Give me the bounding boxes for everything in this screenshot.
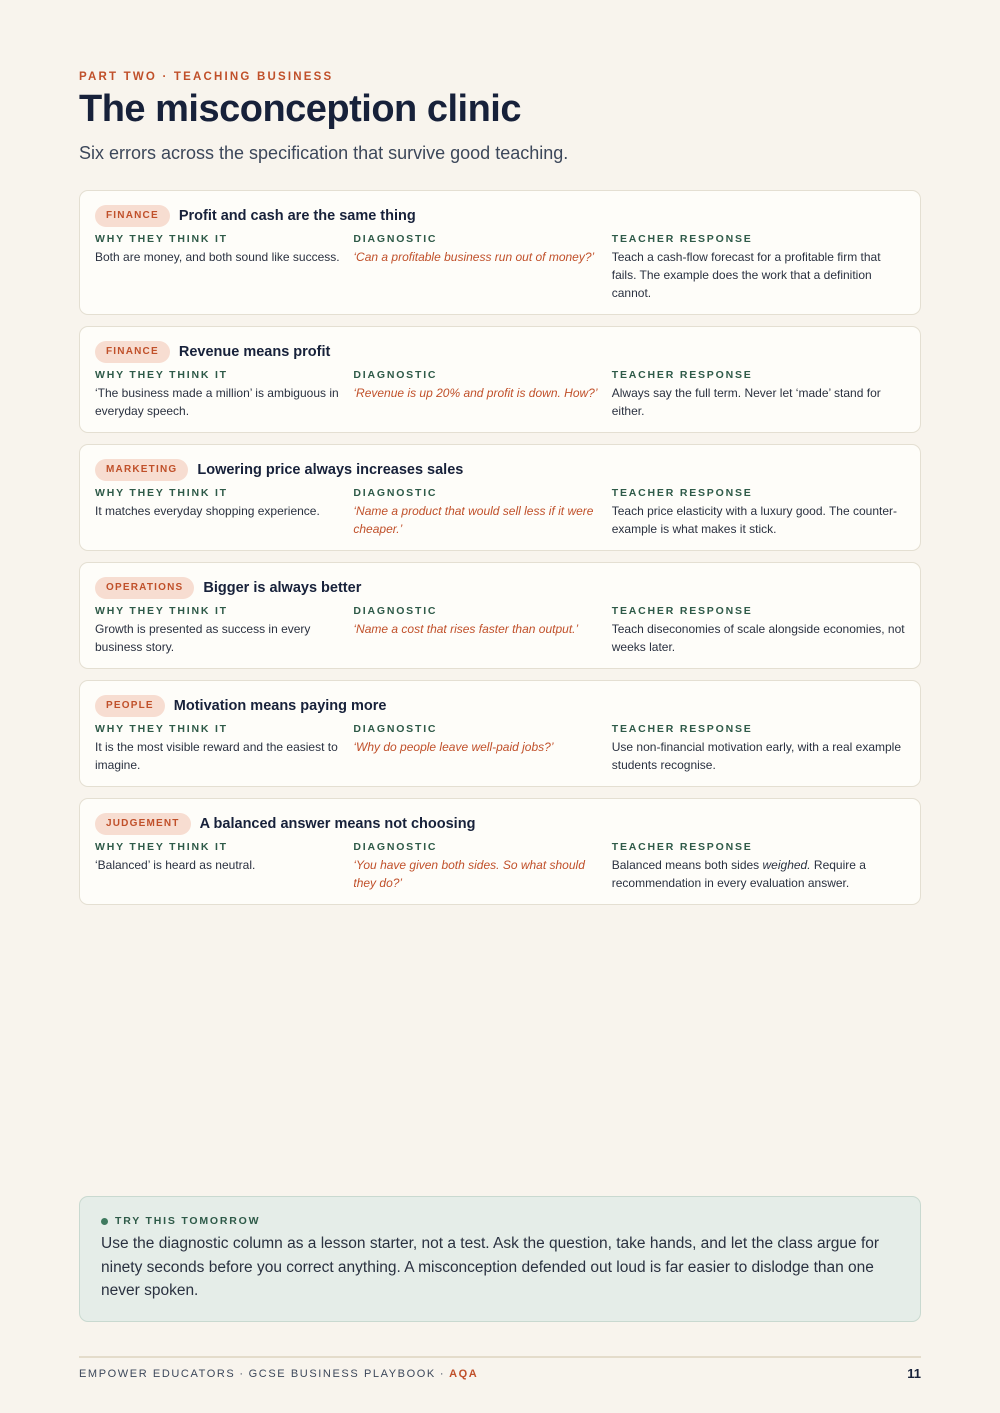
topic-tag: PEOPLE [95, 695, 165, 717]
footer-book: GCSE BUSINESS PLAYBOOK [248, 1367, 436, 1380]
misconception-list [79, 190, 921, 916]
diagnostic-label: DIAGNOSTIC [353, 605, 438, 617]
misconception-card [79, 326, 921, 433]
diagnostic-question: ‘You have given both sides. So what should they do?’ [353, 858, 585, 890]
topic-tag: FINANCE [95, 341, 170, 363]
misconception-card [79, 444, 921, 551]
why-label: WHY THEY THINK IT [95, 841, 228, 853]
response-label: TEACHER RESPONSE [611, 723, 753, 735]
misconception-card [79, 798, 921, 905]
response-text: Teach a cash-flow forecast for a profitable firm that fails. The example does the work that a definition cannot. [611, 250, 881, 300]
diagnostic-question: ‘Revenue is up 20% and profit is down. How?’ [353, 386, 598, 400]
page-subtitle: Six errors across the specification that survive good teaching. [79, 143, 569, 163]
response-text-end: Require a recommendation in every evaluation answer. [611, 858, 866, 890]
misconception-card [79, 680, 921, 787]
footer-org: EMPOWER EDUCATORS [79, 1367, 236, 1380]
diagnostic-question: ‘Why do people leave well-paid jobs?’ [353, 740, 554, 754]
diagnostic-label: DIAGNOSTIC [353, 369, 438, 381]
diagnostic-question: ‘Name a product that would sell less if it were cheaper.’ [353, 504, 594, 536]
response-text: Teach diseconomies of scale alongside economies, not weeks later. [611, 622, 905, 654]
page-footer [79, 1366, 921, 1381]
misconception-title: Lowering price always increases sales [197, 462, 464, 478]
response-emphasis: weighed. [762, 858, 811, 872]
misconception-title: Bigger is always better [203, 580, 362, 596]
why-label: WHY THEY THINK IT [95, 233, 228, 245]
response-text: Teach price elasticity with a luxury good. The counter-example is what makes it stick. [611, 504, 898, 536]
footer-separator: · [239, 1367, 245, 1380]
response-text: Use non-financial motivation early, with a real example students recognise. [611, 740, 901, 772]
why-text: Both are money, and both sound like success. [95, 250, 340, 264]
misconception-title: A balanced answer means not choosing [199, 816, 476, 832]
why-text: ‘The business made a million’ is ambiguous in everyday speech. [95, 386, 339, 418]
topic-tag: JUDGEMENT [95, 813, 191, 835]
page-number: 11 [907, 1366, 921, 1381]
diagnostic-question: ‘Can a profitable business run out of money?’ [353, 250, 595, 264]
why-text: It is the most visible reward and the easiest to imagine. [95, 740, 338, 772]
topic-tag: MARKETING [95, 459, 188, 481]
footer-exam-board: AQA [449, 1367, 479, 1380]
response-label: TEACHER RESPONSE [611, 605, 753, 617]
why-text: It matches everyday shopping experience. [95, 504, 320, 518]
footer-separator: · [439, 1367, 446, 1380]
diagnostic-label: DIAGNOSTIC [353, 841, 438, 853]
footer-divider [79, 1356, 921, 1358]
diagnostic-label: DIAGNOSTIC [353, 233, 438, 245]
why-label: WHY THEY THINK IT [95, 605, 228, 617]
response-label: TEACHER RESPONSE [611, 233, 753, 245]
response-label: TEACHER RESPONSE [611, 841, 753, 853]
misconception-title: Motivation means paying more [173, 698, 387, 714]
response-text: Always say the full term. Never let ‘made’ stand for either. [611, 386, 881, 418]
misconception-title: Revenue means profit [178, 344, 331, 360]
diagnostic-label: DIAGNOSTIC [353, 723, 438, 735]
try-this-tomorrow-callout [79, 1196, 921, 1322]
diagnostic-label: DIAGNOSTIC [353, 487, 438, 499]
bullet-dot-icon [101, 1218, 108, 1225]
response-label: TEACHER RESPONSE [611, 487, 753, 499]
response-text-start: Balanced means both sides [611, 858, 763, 872]
response-text [612, 856, 905, 892]
misconception-card [79, 562, 921, 669]
section-kicker: PART TWO · TEACHING BUSINESS [79, 71, 334, 83]
page [79, 0, 921, 1413]
misconception-card [79, 190, 921, 315]
diagnostic-question: ‘Name a cost that rises faster than output.’ [353, 622, 579, 636]
response-label: TEACHER RESPONSE [611, 369, 753, 381]
why-text: ‘Balanced’ is heard as neutral. [95, 858, 256, 872]
why-text: Growth is presented as success in every business story. [95, 622, 311, 654]
callout-text: Use the diagnostic column as a lesson starter, not a test. Ask the question, take hands, and let the class argue for ninety seconds before you correct anything. A misconception defended out loud is far easier to dislodge than one never spoken. [101, 1235, 880, 1299]
why-label: WHY THEY THINK IT [95, 723, 228, 735]
why-label: WHY THEY THINK IT [95, 487, 228, 499]
page-title: The misconception clinic [79, 88, 521, 130]
misconception-title: Profit and cash are the same thing [178, 208, 416, 224]
topic-tag: OPERATIONS [95, 577, 194, 599]
why-label: WHY THEY THINK IT [95, 369, 228, 381]
footer-credits [79, 1368, 478, 1380]
callout-label: TRY THIS TOMORROW [115, 1215, 261, 1227]
topic-tag: FINANCE [95, 205, 170, 227]
